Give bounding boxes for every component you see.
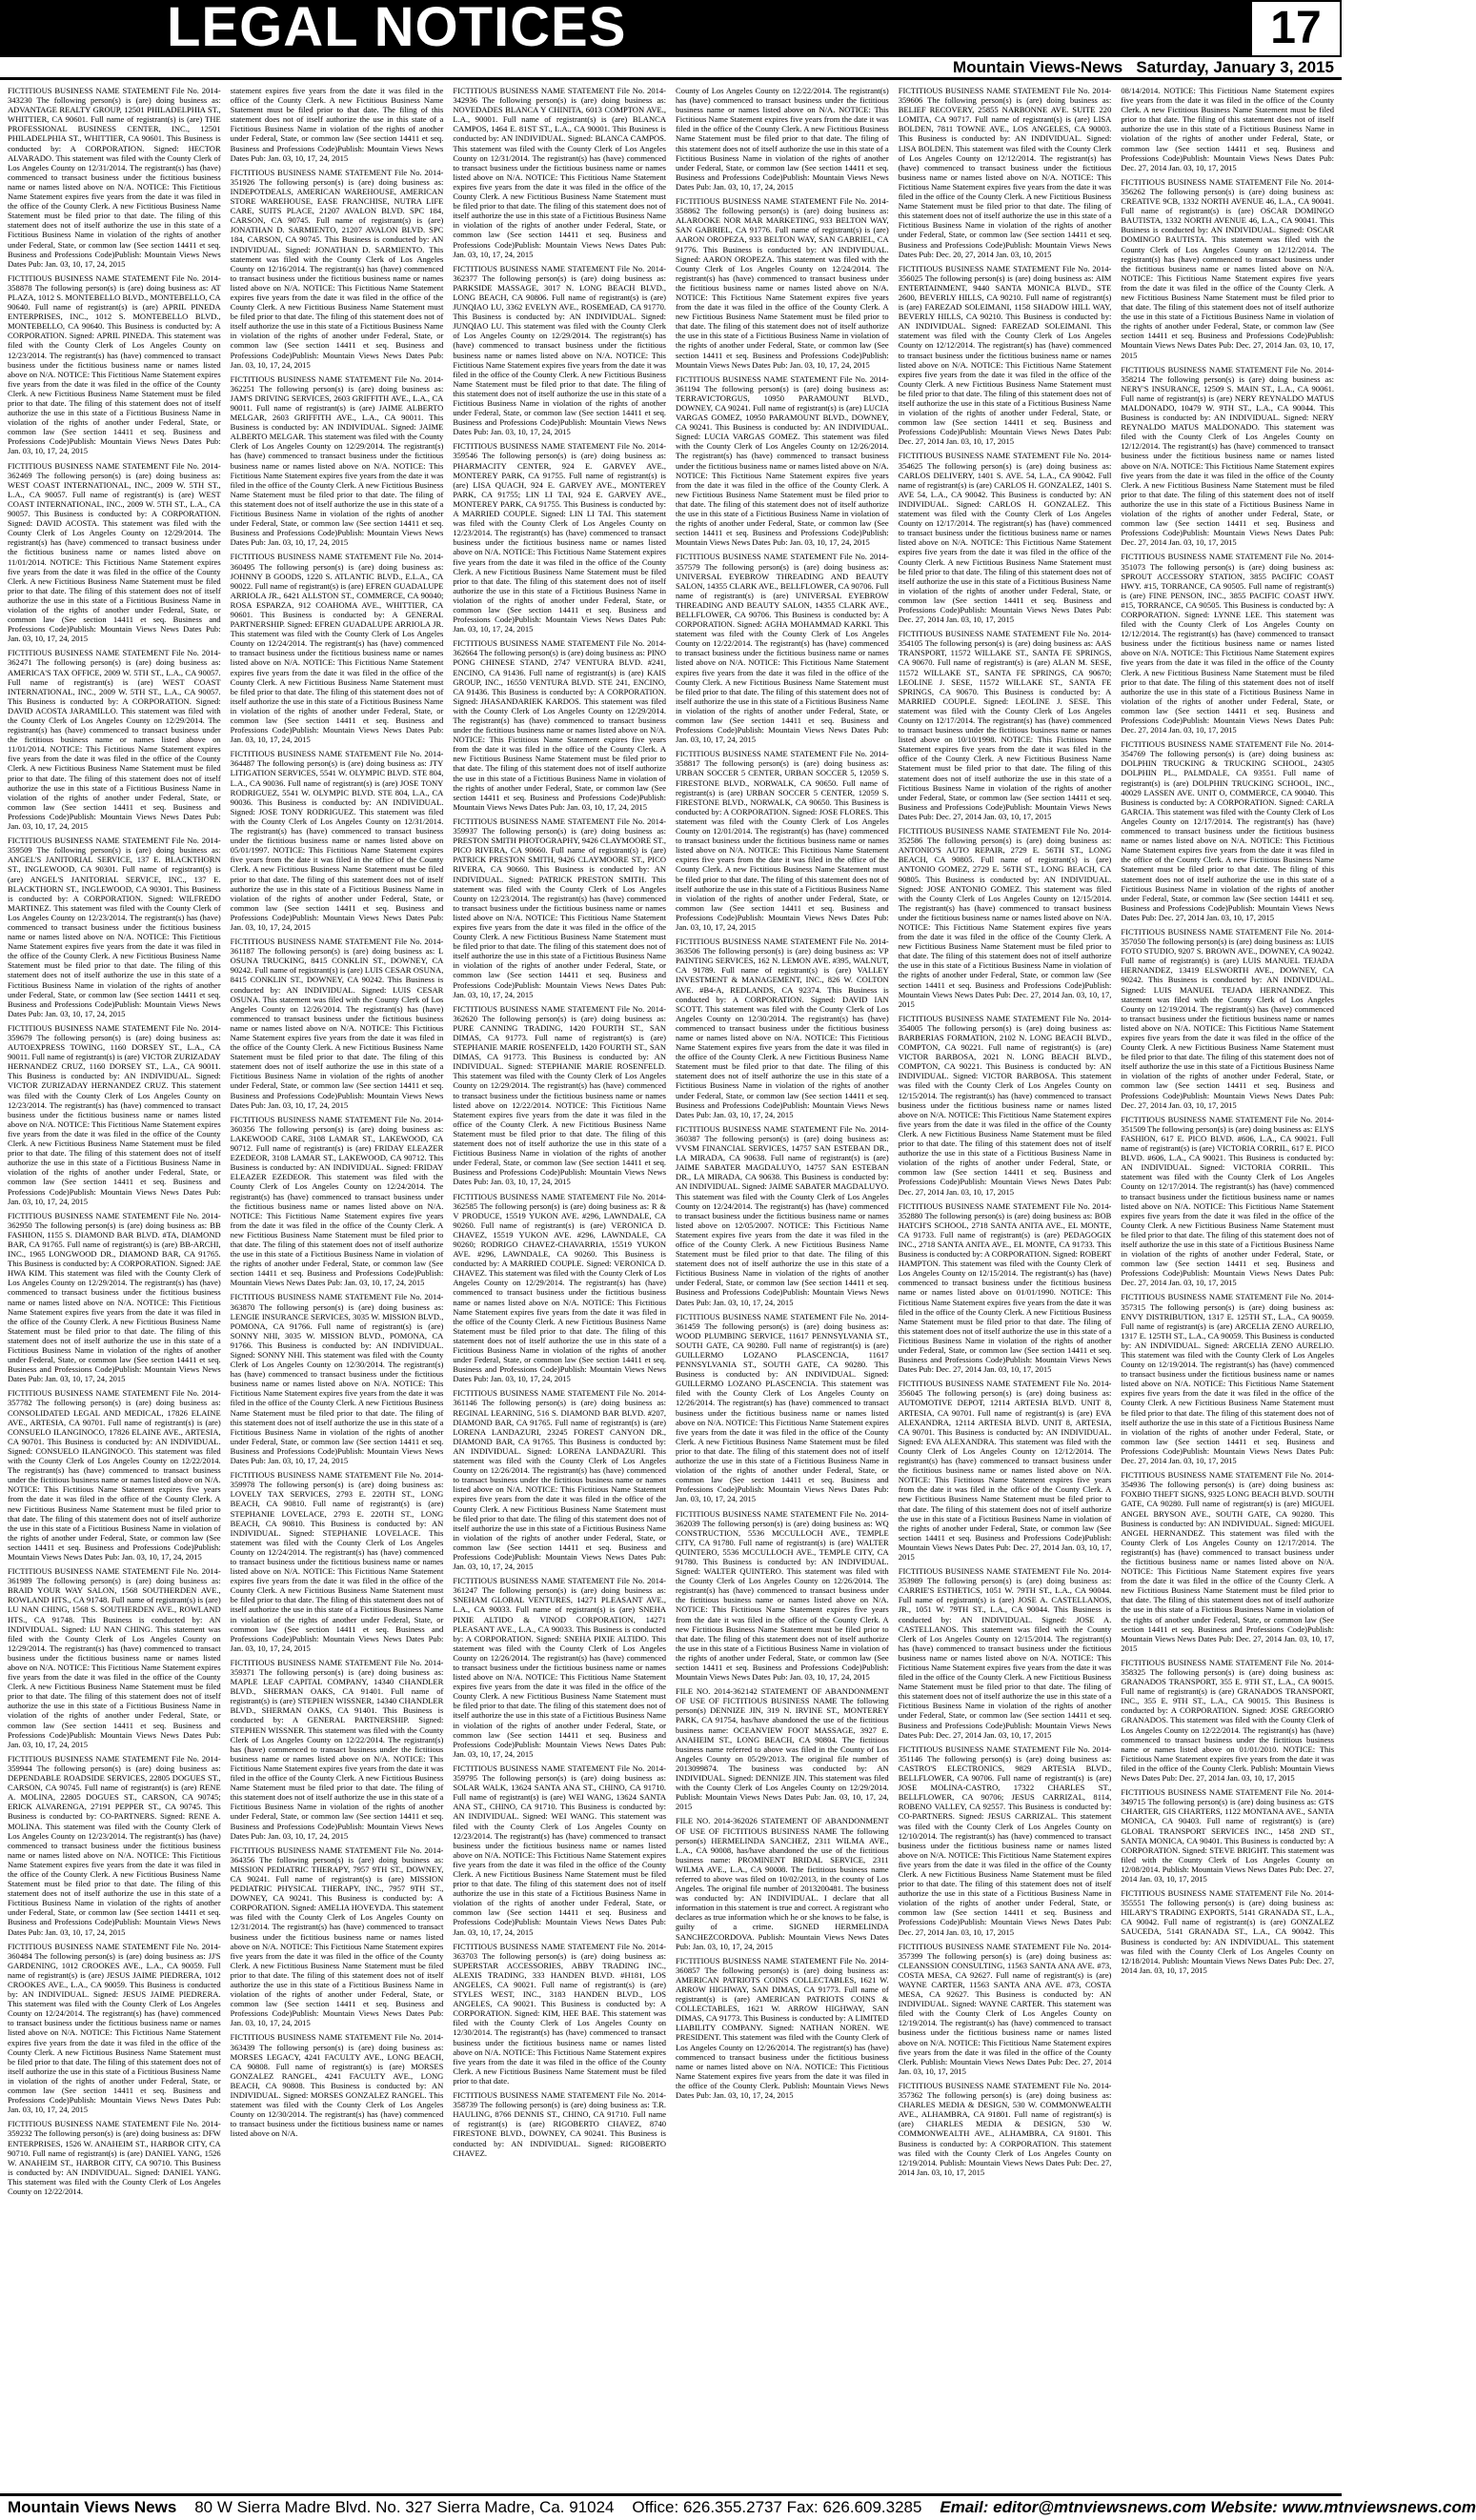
legal-notice: FICTITIOUS BUSINESS NAME STATEMENT File No. 2014-359232 The following person(s) is (are) doing business as: DFW ENTERPRISES, 1526 W. ANAHEIM ST., HARBOR CITY, CA 90710. Full name of registrant(s) is (are) DANIEL YANG, 1526 W. ANAHEIM ST., HARBOR CITY, CA 90710. This Business is conducted by: AN INDIVIDUAL. Signed: DANIEL YANG. This statement was filed with the County Clerk of Los Angeles County on 12/22/2014.	[8, 2119, 221, 2196]
page-number: 17	[1250, 0, 1342, 57]
legal-notice: FICTITIOUS BUSINESS NAME STATEMENT File No. 2014-362471 The following person(s) is (are) doing business as: AMERICA'S TAX OFFICE, 2009 W. 5TH ST., L.A., CA 90057. Full name of registrant(s) is (are) WEST COAST INTERNATIONAL, INC., 2009 W. 5TH ST., L.A., CA 90057. This Business is conducted by: A CORPORATION. Signed: DAVID ACOSTA JARAMILLO. This statement was filed with the County Clerk of Los Angeles County on 12/29/2014. The registrant(s) has (have) commenced to transact business under the fictitious business name or names listed above on 11/01/2014. NOTICE: This Fictitious Name Statement expires five years from the date it was filed in the office of the County Clerk. A new Fictitious Business Name Statement must be filed prior to that date. The filing of this statement does not of itself authorize the use in this state of a Fictitious Business Name in violation of the rights of another under Federal, State, or common law (See section 14411 et seq. Business and Professions Code)Publish: Mountain Views News Dates Pub: Jan. 03, 10, 17, 24, 2015	[8, 648, 221, 832]
legal-notice: FICTITIOUS BUSINESS NAME STATEMENT File No. 2014-358817 The following person(s) is (are) doing business as: URBAN SOCCER 5 CENTER, URBAN SOCCER 5, 12059 S. FIRESTONE BLVD., NORWALK, CA 90650. Full name of registrant(s) is (are) URBAN SOCCER 5 CENTER, 12059 S. FIRESTONE BLVD., NORWALK, CA 90650. This Business is conducted by: A CORPORATION. Signed: JOSE FLORES. This statement was filed with the County Clerk of Los Angeles County on 12/01/2014. The registrant(s) has (have) commenced to transact business under the fictitious business name or names listed above on N/A. NOTICE: This Fictitious Name Statement expires five years from the date it was filed in the office of the County Clerk. A new Fictitious Business Name Statement must be filed prior to that date. The filing of this statement does not of itself authorize the use in this state of a Fictitious Business Name in violation of the rights of another under Federal, State, or common law (See section 14411 et seq. Business and Professions Code)Publish: Mountain Views News Dates Pub: Jan. 03, 10, 17, 24, 2015	[676, 749, 889, 932]
publication-dateline	[0, 57, 1342, 80]
legal-notice: FICTITIOUS BUSINESS NAME STATEMENT File No. 2014-360484 The following person(s) is (are) doing business as: JJ'S GARDENING, 1012 CROOKES AVE., L.A., CA 90059. Full name of registrant(s) is (are) JESUS JAIME PIEDRERA, 1012 CROOKES AVE., L.A., CA 90059. This Business is conducted by: AN INDIVIDUAL. Signed: JESUS JAIME PIEDRERA. This statement was filed with the County Clerk of Los Angeles County on 12/24/2014. The registrant(s) has (have) commenced to transact business under the fictitious business name or names listed above on N/A. NOTICE: This Fictitious Name Statement expires five years from the date it was filed in the office of the County Clerk. A new Fictitious Business Name Statement must be filed prior to that date. The filing of this statement does not of itself authorize the use in this state of a Fictitious Business Name in violation of the rights of another under Federal, State, or common law (See section 14411 et seq. Business and Professions Code)Publish: Mountain Views News Dates Pub: Jan. 03, 10, 17, 24, 2015	[8, 1941, 221, 2115]
legal-notice: FICTITIOUS BUSINESS NAME STATEMENT File No. 2014-357399 The following person(s) is (are) doing business as: CLEANSSION CONSULTING, 11563 SANTA ANA AVE. #73, COSTA MESA, CA 92627. Full name of registrant(s) is (are) WAYNE CARTER, 11563 SANTA ANA AVE. #73, COSTA MESA, CA 92627. This Business is conducted by: AN INDIVIDUAL. Signed: WAYNE CARTER. This statement was filed with the County Clerk of Los Angeles County on 12/19/2014. The registrant(s) has (have) commenced to transact business under the fictitious business name or names listed above on N/A. NOTICE: This Fictitious Name Statement expires five years from the date it was filed in the office of the County Clerk. Publish: Mountain Views News Dates Pub: Dec. 27, 2014 Jan. 03, 10, 17, 2015	[898, 1941, 1112, 2076]
legal-notice: FICTITIOUS BUSINESS NAME STATEMENT File No. 2014-354105 The following person(s) is (are) doing business as: AAS TRANSPORT, 11572 WILLAKE ST., SANTA FE SPRINGS, CA 90670. Full name of registrant(s) is (are) ALAN M. SESE, 11572 WILLAKE ST., SANTA FE SPRINGS, CA 90670; LEOLINE J. SESE, 11572 WILLAKE ST., SANTA FE SPRINGS, CA 90670. This Business is conducted by: A MARRIED COUPLE. Signed: LEOLINE J. SESE. This statement was filed with the County Clerk of Los Angeles County on 12/17/2014. The registrant(s) has (have) commenced to transact business under the fictitious business name or names listed above on 10/10/1998. NOTICE: This Fictitious Name Statement expires five years from the date it was filed in the office of the County Clerk. A new Fictitious Business Name Statement must be filed prior to that date. The filing of this statement does not of itself authorize the use in this state of a Fictitious Business Name in violation of the rights of another under Federal, State, or common law (See section 14411 et seq. Business and Professions Code)Publish: Mountain Views News Dates Pub: Dec. 27, 2014 Jan. 03, 10, 17, 2015	[898, 629, 1112, 821]
legal-notice: FICTITIOUS BUSINESS NAME STATEMENT File No. 2014-361459 The following person(s) is (are) doing business as: WOOD PLUMBING SERVICE, 11617 PENNSYLVANIA ST., SOUTH GATE, CA 90280. Full name of registrant(s) is (are) GUILLERMO LOZANO PLASCENCIA, 11617 PENNSYLVANIA ST., SOUTH GATE, CA 90280. This Business is conducted by: AN INDIVIDUAL. Signed: GUILLERMO LOZANO PLASCENCIA. This statement was filed with the County Clerk of Los Angeles County on 12/26/2014. The registrant(s) has (have) commenced to transact business under the fictitious business name or names listed above on N/A. NOTICE: This Fictitious Name Statement expires five years from the date it was filed in the office of the County Clerk. A new Fictitious Business Name Statement must be filed prior to that date. The filing of this statement does not of itself authorize the use in this state of a Fictitious Business Name in violation of the rights of another under Federal, State, or common law (See section 14411 et seq. Business and Professions Code)Publish: Mountain Views News Dates Pub: Jan. 03, 10, 17, 24, 2015	[676, 1311, 889, 1504]
legal-notice: statement expires five years from the date it was filed in the office of the County Clerk. A new Fictitious Business Name Statement must be filed prior to that date. The filing of this statement does not of itself authorize the use in this state of a Fictitious Business Name in violation of the rights of another under Federal, State, or common law (See section 14411 et seq. Business and Professions Code)Publish: Mountain Views News Dates Pub: Jan. 03, 10, 17, 24, 2015	[230, 86, 444, 163]
legal-notice: FICTITIOUS BUSINESS NAME STATEMENT File No. 2014-358325 The following person(s) is (are) doing business as: GRANADOS TRANSPORT, 355 E. 9TH ST., L.A., CA 90015. Full name of registrant(s) is (are) GRANADOS TRANSPORT, INC., 355 E. 9TH ST., L.A., CA 90015. This Business is conducted by: A CORPORATION. Signed: JOSE GREGORIO GRANADOS. This statement was filed with the County Clerk of Los Angeles County on 12/22/2014. The registrant(s) has (have) commenced to transact business under the fictitious business name or names listed above on 01/01/2010. NOTICE: This Fictitious Name Statement expires five years from the date it was filed in the office of the County Clerk. Publish: Mountain Views News Dates Pub: Dec. 27, 2014 Jan. 03, 10, 17, 2015	[1121, 1657, 1335, 1784]
legal-notice: FICTITIOUS BUSINESS NAME STATEMENT File No. 2014-361194 The following person(s) is (are) doing business as: TERRAVICTORGUS, 10950 PARAMOUNT BLVD., DOWNEY, CA 90241. Full name of registrant(s) is (are) LUCIA VARGAS GOMEZ, 10950 PARAMOUNT BLVD., DOWNEY, CA 90241. This Business is conducted by: AN INDIVIDUAL. Signed: LUCIA VARGAS GOMEZ. This statement was filed with the County Clerk of Los Angeles County on 12/26/2014. The registrant(s) has (have) commenced to transact business under the fictitious business name or names listed above on N/A. NOTICE: This Fictitious Name Statement expires five years from the date it was filed in the office of the County Clerk. A new Fictitious Business Name Statement must be filed prior to that date. The filing of this statement does not of itself authorize the use in this state of a Fictitious Business Name in violation of the rights of another under Federal, State, or common law (See section 14411 et seq. Business and Professions Code)Publish: Mountain Views News Dates Pub: Jan. 03, 10, 17, 24, 2015	[676, 373, 889, 548]
legal-notice: County of Los Angeles County on 12/22/2014. The registrant(s) has (have) commenced to transact business under the fictitious business name or names listed above on N/A. NOTICE: This Fictitious Name Statement expires five years from the date it was filed in the office of the County Clerk. A new Fictitious Business Name Statement must be filed prior to that date. The filing of this statement does not of itself authorize the use in this state of a Fictitious Business Name in violation of the rights of another under Federal, State, or common law (See section 14411 et seq. Business and Professions Code)Publish: Mountain Views News Dates Pub: Jan. 03, 10, 17, 24, 2015	[676, 86, 889, 192]
legal-notice: 08/14/2014. NOTICE: This Fictitious Name Statement expires five years from the date it was filed in the office of the County Clerk. A new Fictitious Business Name Statement must be filed prior to that date. The filing of this statement does not of itself authorize the use in this state of a Fictitious Business Name in violation of the rights of another under Federal, State, or common law (See section 14411 et seq. Business and Professions Code)Publish: Mountain Views News Dates Pub: Dec. 27, 2014 Jan. 03, 10, 17, 2015	[1121, 86, 1335, 172]
column-3	[453, 86, 666, 2491]
legal-notice: FICTITIOUS BUSINESS NAME STATEMENT File No. 2014-363439 The following person(s) is (are) doing business as: MORSES LEGACY, 4241 FACULTY AVE., LONG BEACH, CA 90808. Full name of registrant(s) is (are) MORSES GONZALEZ RANGEL, 4241 FACULTY AVE., LONG BEACH, CA 90808. This Business is conducted by: AN INDIVIDUAL. Signed: MORSES GONZALEZ RANGEL. This statement was filed with the County Clerk of Los Angeles County on 12/30/2014. The registrant(s) has (have) commenced to transact business under the fictitious business name or names listed above on N/A.	[230, 2032, 444, 2139]
legal-notice: FICTITIOUS BUSINESS NAME STATEMENT File No. 2014-362039 The following person(s) is (are) doing business as: WQ CONSTRUCTION, 5536 MCCULLOCH AVE., TEMPLE CITY, CA 91780. Full name of registrant(s) is (are) WALTER QUINTERO, 5536 MCCULLOCH AVE., TEMPLE CITY, CA 91780. This Business is conducted by: AN INDIVIDUAL. Signed: WALTER QUINTERO. This statement was filed with the County Clerk of Los Angeles County on 12/26/2014. The registrant(s) has (have) commenced to transact business under the fictitious business name or names listed above on N/A. NOTICE: This Fictitious Name Statement expires five years from the date it was filed in the office of the County Clerk. A new Fictitious Business Name Statement must be filed prior to that date. The filing of this statement does not of itself authorize the use in this state of a Fictitious Business Name in violation of the rights of another under Federal, State, or common law (See section 14411 et seq. Business and Professions Code)Publish: Mountain Views News Dates Pub: Jan. 03, 10, 17, 24, 2015	[676, 1508, 889, 1683]
legal-notice: FICTITIOUS BUSINESS NAME STATEMENT File No. 2014-362377 The following person(s) is (are) doing business as: PARKSIDE MASSAGE, 3017 N. LONG BEACH BLVD., LONG BEACH, CA 90806. Full name of registrant(s) is (are) JUNQIAO LU, 3362 EVELYN AVE., ROSEMEAD, CA 91770. This Business is conducted by: AN INDIVIDUAL. Signed: JUNQIAO LU. This statement was filed with the County Clerk of Los Angeles County on 12/29/2014. The registrant(s) has (have) commenced to transact business under the fictitious business name or names listed above on N/A. NOTICE: This Fictitious Name Statement expires five years from the date it was filed in the office of the County Clerk. A new Fictitious Business Name Statement must be filed prior to that date. The filing of this statement does not of itself authorize the use in this state of a Fictitious Business Name in violation of the rights of another under Federal, State, or common law (See section 14411 et seq. Business and Professions Code)Publish: Mountain Views News Dates Pub: Jan. 03, 10, 17, 24, 2015	[453, 263, 667, 437]
legal-notice: FILE NO. 2014-362026 STATEMENT OF ABANDONMENT OF USE OF FICTITIOUS BUSINESS NAME The following person(s) HERMELINDA SANCHEZ, 2311 WILMA AVE., L.A., CA 90008, has/have abandoned the use of the fictitious business name: PROMINENT BRIDAL SERVICE, 2311 WILMA AVE., L.A., CA 90008. The fictitious business name referred to above was filed on 10/02/2013, in the county of Los Angeles. The original file number of 2013200481. The business was conducted by: AN INDIVIDUAL. I declare that all information in this statement is true and correct. A registrant who declares as true information which he or she knows to be false, is guilty of a crime. SIGNED HERMELINDA SANCHEZCORDOVA. Publish: Mountain Views News Dates Pub: Jan. 03, 10, 17, 24, 2015	[676, 1816, 889, 1951]
legal-notice: FICTITIOUS BUSINESS NAME STATEMENT File No. 2014-364356 The following person(s) is (are) doing business as: MISSION PEDIATRIC THERAPY, 7957 9TH ST., DOWNEY, CA 90241. Full name of registrant(s) is (are) MISSION PEDIATRIC PHYSICAL THERAPY, INC., 7957 9TH ST., DOWNEY, CA 90241. This Business is conducted by: A CORPORATION. Signed: AMELIA HOVEYDA. This statement was filed with the County Clerk of Los Angeles County on 12/31/2014. The registrant(s) has (have) commenced to transact business under the fictitious business name or names listed above on N/A. NOTICE: This Fictitious Name Statement expires five years from the date it was filed in the office of the County Clerk. A new Fictitious Business Name Statement must be filed prior to that date. The filing of this statement does not of itself authorize the use in this state of a Fictitious Business Name in violation of the rights of another under Federal, State, or common law (See section 14411 et seq. Business and Professions Code)Publish: Mountain Views News Dates Pub: Jan. 03, 10, 17, 24, 2015	[230, 1845, 444, 2028]
legal-notice: FICTITIOUS BUSINESS NAME STATEMENT File No. 2014-359546 The following person(s) is (are) doing business as: PHARMACITY CENTER, 924 E. GARVEY AVE., MONTEREY PARK, CA 91755. Full name of registrant(s) is (are) LISA QUACH, 924 E. GARVEY AVE., MONTEREY PARK, CA 91755; LIN LI TAI, 924 E. GARVEY AVE., MONTEREY PARK, CA 91755. This Business is conducted by: A MARRIED COUPLE. Signed: LIN LI TAI. This statement was filed with the County Clerk of Los Angeles County on 12/23/2014. The registrant(s) has (have) commenced to transact business under the fictitious business name or names listed above on N/A. NOTICE: This Fictitious Name Statement expires five years from the date it was filed in the office of the County Clerk. A new Fictitious Business Name Statement must be filed prior to that date. The filing of this statement does not of itself authorize the use in this state of a Fictitious Business Name in violation of the rights of another under Federal, State, or common law (See section 14411 et seq. Business and Professions Code)Publish: Mountain Views News Dates Pub: Jan. 03, 10, 17, 24, 2015	[453, 441, 667, 635]
legal-notice: FICTITIOUS BUSINESS NAME STATEMENT File No. 2014-361247 The following person(s) is (are) doing business as: SNEHAM GLOBAL VENTURES, 14271 PLEASANT AVE., L.A., CA 90033. Full name of registrant(s) is (are) SNEHA PIXIE ALTIDO & VINOD CORPORATION, 14271 PLEASANT AVE., L.A., CA 90033. This Business is conducted by: A CORPORATION. Signed: SNEHA PIXIE ALTIDO. This statement was filed with the County Clerk of Los Angeles County on 12/26/2014. The registrant(s) has (have) commenced to transact business under the fictitious business name or names listed above on N/A. NOTICE: This Fictitious Name Statement expires five years from the date it was filed in the office of the County Clerk. A new Fictitious Business Name Statement must be filed prior to that date. The filing of this statement does not of itself authorize the use in this state of a Fictitious Business Name in violation of the rights of another under Federal, State, or common law (See section 14411 et seq. Business and Professions Code)Publish: Mountain Views News Dates Pub: Jan. 03, 10, 17, 24, 2015	[453, 1576, 667, 1759]
legal-notice: FICTITIOUS BUSINESS NAME STATEMENT File No. 2014-359371 The following person(s) is (are) doing business as: MAPLE LEAF CAPITAL COMPANY, 14340 CHANDLER BLVD., SHERMAN OAKS, CA 91401. Full name of registrant(s) is (are) STEPHEN WISSNER, 14340 CHANDLER BLVD., SHERMAN OAKS, CA 91401. This Business is conducted by: A GENERAL PARTNERSHIP. Signed: STEPHEN WISSNER. This statement was filed with the County Clerk of Los Angeles County on 12/22/2014. The registrant(s) has (have) commenced to transact business under the fictitious business name or names listed above on N/A. NOTICE: This Fictitious Name Statement expires five years from the date it was filed in the office of the County Clerk. A new Fictitious Business Name Statement must be filed prior to that date. The filing of this statement does not of itself authorize the use in this state of a Fictitious Business Name in violation of the rights of another under Federal, State, or common law (See section 14411 et seq. Business and Professions Code)Publish: Mountain Views News Dates Pub: Jan. 03, 10, 17, 24, 2015	[230, 1657, 444, 1841]
legal-notice: FICTITIOUS BUSINESS NAME STATEMENT File No. 2014-356262 The following person(s) is (are) doing business as: CREATIVE 9CB, 1332 NORTH AVENUE 46, L.A., CA 90041. Full name of registrant(s) is (are) OSCAR DOMINGO BAUTISTA, 1332 NORTH AVENUE 46, L.A., CA 90041. This Business is conducted by: AN INDIVIDUAL. Signed: OSCAR DOMINGO BAUTISTA. This statement was filed with the County Clerk of Los Angeles County on 12/12/2014. The registrant(s) has (have) commenced to transact business under the fictitious business name or names listed above on N/A. NOTICE: This Fictitious Name Statement expires five years from the date it was filed in the office of the County Clerk. A new Fictitious Business Name Statement must be filed prior to that date. The filing of this statement does not of itself authorize the use in this state of a Fictitious Business Name in violation of the rights of another under Federal, State, or common law (See section 14411 et seq. Business and Professions Code)Publish: Mountain Views News Dates Pub: Dec. 27, 2014 Jan. 03, 10, 17, 2015	[1121, 176, 1335, 360]
legal-notice: FICTITIOUS BUSINESS NAME STATEMENT File No. 2014-342936 The following person(s) is (are) doing business as: NOVEDADES BLANCA Y CHINITA, 6013 COMPTON AVE., L.A., 90001. Full name of registrant(s) is (are) BLANCA CAMPOS, 1464 E. 81ST ST., L.A., CA 90001. This Business is conducted by: AN INDIVIDUAL. Signed: BLANCA CAMPOS. This statement was filed with the County Clerk of Los Angeles County on 12/31/2014. The registrant(s) has (have) commenced to transact business under the fictitious business name or names listed above on N/A. NOTICE: This Fictitious Name Statement expires five years from the date it was filed in the office of the County Clerk. A new Fictitious Business Name Statement must be filed prior to that date. The filing of this statement does not of itself authorize the use in this state of a Fictitious Business Name in violation of the rights of another under Federal, State, or common law (See section 14411 et seq. Business and Professions Code)Publish: Mountain Views News Dates Pub: Jan. 03, 10, 17, 24, 2015	[453, 86, 667, 259]
legal-notice: FICTITIOUS BUSINESS NAME STATEMENT File No. 2014-361187 The following person(s) is (are) doing business as: L OSUNA TRUCKING, 8415 CONKLIN ST., DOWNEY, CA 90242. Full name of registrant(s) is (are) LUIS CESAR OSUNA, 8415 CONKLIN ST., DOWNEY, CA 90242. This Business is conducted by: AN INDIVIDUAL. Signed: LUIS CESAR OSUNA. This statement was filed with the County Clerk of Los Angeles County on 12/26/2014. The registrant(s) has (have) commenced to transact business under the fictitious business name or names listed above on N/A. NOTICE: This Fictitious Name Statement expires five years from the date it was filed in the office of the County Clerk. A new Fictitious Business Name Statement must be filed prior to that date. The filing of this statement does not of itself authorize the use in this state of a Fictitious Business Name in violation of the rights of another under Federal, State, or common law (See section 14411 et seq. Business and Professions Code)Publish: Mountain Views News Dates Pub: Jan. 03, 10, 17, 24, 2015	[230, 937, 444, 1110]
legal-notice: FICTITIOUS BUSINESS NAME STATEMENT File No. 2014-360857 The following person(s) is (are) doing business as: AMERICAN PATRIOTS COINS COLLECTABLES, 1621 W. ARROW HIGHWAY, SAN DIMAS, CA 91773. Full name of registrant(s) is (are) AMERICAN PATRIOTS COINS & COLLECTABLES, 1621 W. ARROW HIGHWAY, SAN DIMAS, CA 91773. This Business is conducted by: A LIMITED LIABILITY COMPANY. Signed: NATHAN NOREN. WE PRESIDENT. This statement was filed with the County Clerk of Los Angeles County on 12/26/2014. The registrant(s) has (have) commenced to transact business under the fictitious business name or names listed above on N/A. NOTICE: This Fictitious Name Statement expires five years from the date it was filed in the office of the County Clerk. Publish: Mountain Views News Dates Pub: Jan. 03, 10, 17, 24, 2015	[676, 1955, 889, 2101]
footer	[0, 2493, 1476, 2520]
legal-notice: FICTITIOUS BUSINESS NAME STATEMENT File No. 2014-359509 The following person(s) is (are) doing business as: ANGEL'S JANITORIAL SERVICE, 137 E. BLACKTHORN ST., INGLEWOOD, CA 90301. Full name of registrant(s) is (are) ANGEL'S JANITORIAL SERVICE, INC., 137 E. BLACKTHORN ST., INGLEWOOD, CA 90301. This Business is conducted by: A CORPORATION. Signed: WILFREDO MARTINEZ. This statement was filed with the County Clerk of Los Angeles County on 12/23/2014. The registrant(s) has (have) commenced to transact business under the fictitious business name or names listed above on N/A. NOTICE: This Fictitious Name Statement expires five years from the date it was filed in the office of the County Clerk. A new Fictitious Business Name Statement must be filed prior to that date. The filing of this statement does not of itself authorize the use in this state of a Fictitious Business Name in violation of the rights of another under Federal, State, or common law (See section 14411 et seq. Business and Professions Code)Publish: Mountain Views News Dates Pub: Jan. 03, 10, 17, 24, 2015	[8, 836, 221, 1018]
footer-paper-name: Mountain Views News	[8, 2498, 177, 2516]
column-2	[231, 86, 444, 2491]
legal-notice: FICTITIOUS BUSINESS NAME STATEMENT File No. 2014-359978 The following person(s) is (are) doing business as: LOVELY TAX SERVICES, 2793 E. 220TH ST., LONG BEACH, CA 90810. Full name of registrant(s) is (are) STEPHANIE LOVELACE, 2793 E. 220TH ST., LONG BEACH, CA 90810. This Business is conducted by: AN INDIVIDUAL. Signed: STEPHANIE LOVELACE. This statement was filed with the County Clerk of Los Angeles County on 12/24/2014. The registrant(s) has (have) commenced to transact business under the fictitious business name or names listed above on N/A. NOTICE: This Fictitious Name Statement expires five years from the date it was filed in the office of the County Clerk. A new Fictitious Business Name Statement must be filed prior to that date. The filing of this statement does not of itself authorize the use in this state of a Fictitious Business Name in violation of the rights of another under Federal, State, or common law (See section 14411 et seq. Business and Professions Code)Publish: Mountain Views News Dates Pub: Jan. 03, 10, 17, 24, 2015	[230, 1470, 444, 1653]
legal-notice: FICTITIOUS BUSINESS NAME STATEMENT File No. 2014-351146 The following person(s) is (are) doing business as: CASTRO'S ELECTRONICS, 9829 ARTESIA BLVD., BELLFLOWER, CA 90706. Full name of registrant(s) is (are) JOSE MOLINA-CASTRO, 17322 CHARLES ST., BELLFLOWER, CA 90706; JESUS CARRIZAL, 8114, ROBENO VALLEY, CA 92557. This Business is conducted by: CO-PARTNERS. Signed: JESUS CARRIZAL. This statement was filed with the County Clerk of Los Angeles County on 12/10/2014. The registrant(s) has (have) commenced to transact business under the fictitious business name or names listed above on N/A. NOTICE: This Fictitious Name Statement expires five years from the date it was filed in the office of the County Clerk. A new Fictitious Business Name Statement must be filed prior to that date. The filing of this statement does not of itself authorize the use in this state of a Fictitious Business Name in violation of the rights of another under Federal, State, or common law (See section 14411 et seq. Business and Professions Code)Publish: Mountain Views News Dates Pub: Dec. 27, 2014 Jan. 03, 10, 17, 2015	[898, 1744, 1112, 1937]
legal-notice: FICTITIOUS BUSINESS NAME STATEMENT File No. 2014-354005 The following person(s) is (are) doing business as: BARBERIAS FORMATION, 2102 N. LONG BEACH BLVD., COMPTON, CA 90221. Full name of registrant(s) is (are) VICTOR BARBOSA, 2021 N. LONG BEACH BLVD., COMPTON, CA 90221. This Business is conducted by: AN INDIVIDUAL. Signed: VICTOR BARBOSA. This statement was filed with the County Clerk of Los Angeles County on 12/15/2014. The registrant(s) has (have) commenced to transact business under the fictitious business name or names listed above on N/A. NOTICE: This Fictitious Name Statement expires five years from the date it was filed in the office of the County Clerk. A new Fictitious Business Name Statement must be filed prior to that date. The filing of this statement does not of itself authorize the use in this state of a Fictitious Business Name in violation of the rights of another under Federal, State, or common law (See section 14411 et seq. Business and Professions Code)Publish: Mountain Views News Dates Pub: Dec. 27, 2014 Jan. 03, 10, 17, 2015	[898, 1013, 1112, 1197]
legal-notice: FICTITIOUS BUSINESS NAME STATEMENT File No. 2014-358862 The following person(s) is (are) doing business as: ALAROOKE NOR MAR MARKETING, 933 BELTON WAY, SAN GABRIEL, CA 91776. Full name of registrant(s) is (are) AARON OROPEZA, 933 BELTON WAY, SAN GABRIEL, CA 91776. This Business is conducted by: AN INDIVIDUAL. Signed: AARON OROPEZA. This statement was filed with the County Clerk of Los Angeles County on 12/24/2014. The registrant(s) has (have) commenced to transact business under the fictitious business name or names listed above on N/A. NOTICE: This Fictitious Name Statement expires five years from the date it was filed in the office of the County Clerk. A new Fictitious Business Name Statement must be filed prior to that date. The filing of this statement does not of itself authorize the use in this state of a Fictitious Business Name in violation of the rights of another under Federal, State, or common law (See section 14411 et seq. Business and Professions Code)Publish: Mountain Views News Dates Pub: Jan. 03, 10, 17, 24, 2015	[676, 196, 889, 370]
legal-notice: FICTITIOUS BUSINESS NAME STATEMENT File No. 2014-357579 The following person(s) is (are) doing business as: UNIVERSAL EYEBROW THREADING AND BEAUTY SALON, 14355 CLARK AVE., BELLFLOWER, CA 90706. Full name of registrant(s) is (are) UNIVERSAL EYEBROW THREADING AND BEAUTY SALON, 14355 CLARK AVE., BELLFLOWER, CA 90706. This Business is conducted by: A CORPORATION. Signed: AGHA MOHAMMAD KARKI. This statement was filed with the County Clerk of Los Angeles County on 12/22/2014. The registrant(s) has (have) commenced to transact business under the fictitious business name or names listed above on N/A. NOTICE: This Fictitious Name Statement expires five years from the date it was filed in the office of the County Clerk. A new Fictitious Business Name Statement must be filed prior to that date. The filing of this statement does not of itself authorize the use in this state of a Fictitious Business Name in violation of the rights of another under Federal, State, or common law (See section 14411 et seq. Business and Professions Code)Publish: Mountain Views News Dates Pub: Jan. 03, 10, 17, 24, 2015	[676, 552, 889, 745]
legal-notice: FICTITIOUS BUSINESS NAME STATEMENT File No. 2014-362585 The following person(s) is (are) doing business as: R & V PRODUCE, 15519 YUKON AVE. #296, LAWNDALE, CA 90260. Full name of registrant(s) is (are) VERONICA D. CHAVEZ, 15519 YUKON AVE. #296, LAWNDALE, CA 90260; RODRIGO CHAVEZ-CHAVARRIA, 15519 YUKON AVE. #296, LAWNDALE, CA 90260. This Business is conducted by: A MARRIED COUPLE. Signed: VERONICA D. CHAVEZ. This statement was filed with the County Clerk of Los Angeles County on 12/29/2014. The registrant(s) has (have) commenced to transact business under the fictitious business name or names listed above on N/A. NOTICE: This Fictitious Name Statement expires five years from the date it was filed in the office of the County Clerk. A new Fictitious Business Name Statement must be filed prior to that date. The filing of this statement does not of itself authorize the use in this state of a Fictitious Business Name in violation of the rights of another under Federal, State, or common law (See section 14411 et seq. Business and Professions Code)Publish: Mountain Views News Dates Pub: Jan. 03, 10, 17, 24, 2015	[453, 1191, 667, 1384]
legal-notice: FICTITIOUS BUSINESS NAME STATEMENT File No. 2014-361146 The following person(s) is (are) doing business as: REGINAL LEARNING, 516 S. DIAMOND BAR BLVD. #207, DIAMOND BAR, CA 91765. Full name of registrant(s) is (are) LORENA LANDAZURI, 23245 FOREST CANYON DR., DIAMOND BAR, CA 91765. This Business is conducted by: AN INDIVIDUAL. Signed: LORENA LANDAZURI. This statement was filed with the County Clerk of Los Angeles County on 12/26/2014. The registrant(s) has (have) commenced to transact business under the fictitious business name or names listed above on N/A. NOTICE: This Fictitious Name Statement expires five years from the date it was filed in the office of the County Clerk. A new Fictitious Business Name Statement must be filed prior to that date. The filing of this statement does not of itself authorize the use in this state of a Fictitious Business Name in violation of the rights of another under Federal, State, or common law (See section 14411 et seq. Business and Professions Code)Publish: Mountain Views News Dates Pub: Jan. 03, 10, 17, 24, 2015	[453, 1388, 667, 1572]
legal-notice: FICTITIOUS BUSINESS NAME STATEMENT File No. 2014-358878 The following person(s) is (are) doing business as: AT PLAZA, 1012 S. MONTEBELLO BLVD., MONTEBELLO, CA 90640. Full name of registrant(s) is (are) APRIL PINEDA ENTERPRISES, INC., 1012 S. MONTEBELLO BLVD., MONTEBELLO, CA 90640. This Business is conducted by: A CORPORATION. Signed: APRIL PINEDA. This statement was filed with the County Clerk of Los Angeles County on 12/23/2014. The registrant(s) has (have) commenced to transact business under the fictitious business name or names listed above on N/A. NOTICE: This Fictitious Name Statement expires five years from the date it was filed in the office of the County Clerk. A new Fictitious Business Name Statement must be filed prior to that date. The filing of this statement does not of itself authorize the use in this state of a Fictitious Business Name in violation of the rights of another under Federal, State, or common law (See section 14411 et seq. Business and Professions Code)Publish: Mountain Views News Dates Pub: Jan. 03, 10, 17, 24, 2015	[8, 272, 221, 456]
legal-notice: FICTITIOUS BUSINESS NAME STATEMENT File No. 2014-362664 The following person(s) is (are) doing business as: PINO PONG CHINESE STAND, 2747 VENTURA BLVD. #241, ENCINO, CA 91436. Full name of registrant(s) is (are) KAIS GROUP, INC., 16550 VENTURA BLVD. STE 241, ENCINO, CA 91436. This Business is conducted by: A CORPORATION. Signed: JHASANDARIEK KARDOS. This statement was filed with the County Clerk of Los Angeles County on 12/29/2014. The registrant(s) has (have) commenced to transact business under the fictitious business name or names listed above on N/A. NOTICE: This Fictitious Name Statement expires five years from the date it was filed in the office of the County Clerk. A new Fictitious Business Name Statement must be filed prior to that date. The filing of this statement does not of itself authorize the use in this state of a Fictitious Business Name in violation of the rights of another under Federal, State, or common law (See section 14411 et seq. Business and Professions Code)Publish: Mountain Views News Dates Pub: Jan. 03, 10, 17, 24, 2015	[453, 638, 667, 812]
notice-columns	[8, 86, 1334, 2491]
legal-notice: FICTITIOUS BUSINESS NAME STATEMENT File No. 2014-356045 The following person(s) is (are) doing business as: AUTOMOTIVE DEPOT, 12114 ARTESIA BLVD. UNIT 8, ARTESIA, CA 90701. Full name of registrant(s) is (are) EVA ALEXANDRA, 12114 ARTESIA BLVD. UNIT 8, ARTESIA, CA 90701. This Business is conducted by: AN INDIVIDUAL. Signed: EVA ALEXANDRA. This statement was filed with the County Clerk of Los Angeles County on 12/12/2014. The registrant(s) has (have) commenced to transact business under the fictitious business name or names listed above on N/A. NOTICE: This Fictitious Name Statement expires five years from the date it was filed in the office of the County Clerk. A new Fictitious Business Name Statement must be filed prior to that date. The filing of this statement does not of itself authorize the use in this state of a Fictitious Business Name in violation of the rights of another under Federal, State, or common law (See section 14411 et seq. Business and Professions Code)Publish: Mountain Views News Dates Pub: Dec. 27, 2014 Jan. 03, 10, 17, 2015	[898, 1379, 1112, 1562]
legal-notice: FICTITIOUS BUSINESS NAME STATEMENT File No. 2014-360387 The following person(s) is (are) doing business as: VVSM FINANCIAL SERVICES, 14757 SAN ESTEBAN DR., LA MIRADA, CA 90638. Full name of registrant(s) is (are) JAIME SABATER MAGDALUYO, 14757 SAN ESTEBAN DR., LA MIRADA, CA 90638. This Business is conducted by: AN INDIVIDUAL. Signed: JAIME SABATER MAGDALUYO. This statement was filed with the County Clerk of Los Angeles County on 12/24/2014. The registrant(s) has (have) commenced to transact business under the fictitious business name or names listed above on 12/05/2007. NOTICE: This Fictitious Name Statement expires five years from the date it was filed in the office of the County Clerk. A new Fictitious Business Name Statement must be filed prior to that date. The filing of this statement does not of itself authorize the use in this state of a Fictitious Business Name in violation of the rights of another under Federal, State, or common law (See section 14411 et seq. Business and Professions Code)Publish: Mountain Views News Dates Pub: Jan. 03, 10, 17, 24, 2015	[676, 1123, 889, 1307]
legal-notice: FICTITIOUS BUSINESS NAME STATEMENT File No. 2014-362251 The following person(s) is (are) doing business as: JAM'S DRIVING SERVICES, 2603 GRIFFITH AVE., L.A., CA 90011. Full name of registrant(s) is (are) JAIME ALBERTO MELGAR, 2603 GRIFFITH AVE., L.A., CA 90011. This Business is conducted by: AN INDIVIDUAL. Signed: JAIME ALBERTO MELGAR. This statement was filed with the County Clerk of Los Angeles County on 12/29/2014. The registrant(s) has (have) commenced to transact business under the fictitious business name or names listed above on N/A. NOTICE: This Fictitious Name Statement expires five years from the date it was filed in the office of the County Clerk. A new Fictitious Business Name Statement must be filed prior to that date. The filing of this statement does not of itself authorize the use in this state of a Fictitious Business Name in violation of the rights of another under Federal, State, or common law (See section 14411 et seq. Business and Professions Code)Publish: Mountain Views News Dates Pub: Jan. 03, 10, 17, 24, 2015	[230, 373, 444, 548]
legal-notice: FICTITIOUS BUSINESS NAME STATEMENT File No. 2014-351509 The following person(s) is (are) doing business as: ELYS FASHION, 617 E. PICO BLVD. #606, L.A., CA 90021. Full name of registrant(s) is (are) VICTORIA CORRIL, 617 E. PICO BLVD. #606, L.A., CA 90021. This Business is conducted by: AN INDIVIDUAL. Signed: VICTORIA CORRIL. This statement was filed with the County Clerk of Los Angeles County on 12/17/2014. The registrant(s) has (have) commenced to transact business under the fictitious business name or names listed above on N/A. NOTICE: This Fictitious Name Statement expires five years from the date it was filed in the office of the County Clerk. A new Fictitious Business Name Statement must be filed prior to that date. The filing of this statement does not of itself authorize the use in this state of a Fictitious Business Name in violation of the rights of another under Federal, State, or common law (See section 14411 et seq. Business and Professions Code)Publish: Mountain Views News Dates Pub: Dec. 27, 2014 Jan. 03, 10, 17, 2015	[1121, 1114, 1335, 1288]
legal-notice: FICTITIOUS BUSINESS NAME STATEMENT File No. 2014-352880 The following person(s) is (are) doing business as: BOB HATCH'S SCHOOL, 2718 SANTA ANITA AVE., EL MONTE, CA 91733. Full name of registrant(s) is (are) PEDAGOGIX INC., 2718 SANTA ANITA AVE., EL MONTE, CA 91733. This Business is conducted by: A CORPORATION. Signed: ROBERT HAMPTON. This statement was filed with the County Clerk of Los Angeles County on 12/15/2014. The registrant(s) has (have) commenced to transact business under the fictitious business name or names listed above on 01/01/1990. NOTICE: This Fictitious Name Statement expires five years from the date it was filed in the office of the County Clerk. A new Fictitious Business Name Statement must be filed prior to that date. The filing of this statement does not of itself authorize the use in this state of a Fictitious Business Name in violation of the rights of another under Federal, State, or common law (See section 14411 et seq. Business and Professions Code)Publish: Mountain Views News Dates Pub: Dec. 27, 2014 Jan. 03, 10, 17, 2015	[898, 1200, 1112, 1375]
legal-notice: FICTITIOUS BUSINESS NAME STATEMENT File No. 2014-360356 The following person(s) is (are) doing business as: LAKEWOOD CARE, 3108 LAMAR ST., LAKEWOOD, CA 90712. Full name of registrant(s) is (are) FRIDAY ELEAZER EZEDEOR, 3108 LAMAR ST., LAKEWOOD, CA 90712. This Business is conducted by: AN INDIVIDUAL. Signed: FRIDAY ELEAZER EZEDEOR. This statement was filed with the County Clerk of Los Angeles County on 12/24/2014. The registrant(s) has (have) commenced to transact business under the fictitious business name or names listed above on N/A. NOTICE: This Fictitious Name Statement expires five years from the date it was filed in the office of the County Clerk. A new Fictitious Business Name Statement must be filed prior to that date. The filing of this statement does not of itself authorize the use in this state of a Fictitious Business Name in violation of the rights of another under Federal, State, or common law (See section 14411 et seq. Business and Professions Code)Publish: Mountain Views News Dates Pub: Jan. 03, 10, 17, 24, 2015	[230, 1114, 444, 1288]
legal-notice: FICTITIOUS BUSINESS NAME STATEMENT File No. 2014-351073 The following person(s) is (are) doing business as: SPROUT ACCESSORY STATION, 3855 PACIFIC COAST HWY. #15, TORRANCE, CA 90505. Full name of registrant(s) is (are) FINE PENSON, INC., 3855 PACIFIC COAST HWY. #15, TORRANCE, CA 90505. This Business is conducted by: A CORPORATION. Signed: LYNNE LEE. This statement was filed with the County Clerk of Los Angeles County on 12/12/2014. The registrant(s) has (have) commenced to transact business under the fictitious business name or names listed above on N/A. NOTICE: This Fictitious Name Statement expires five years from the date it was filed in the office of the County Clerk. A new Fictitious Business Name Statement must be filed prior to that date. The filing of this statement does not of itself authorize the use in this state of a Fictitious Business Name in violation of the rights of another under Federal, State, or common law (See section 14411 et seq. Business and Professions Code)Publish: Mountain Views News Dates Pub: Dec. 27, 2014 Jan. 03, 10, 17, 2015	[1121, 552, 1335, 736]
legal-notice: FICTITIOUS BUSINESS NAME STATEMENT File No. 2014-360495 The following person(s) is (are) doing business as: JOHNNY B GOODS, 1220 S. ATLANTIC BLVD., E.L.A., CA 90022. Full name of registrant(s) is (are) EFREN GUADALUPE ARRIOLA JR., 6421 ALLSTON ST., COMMERCE, CA 90040; ROSA ESPARZA, 912 COAHOMA AVE., WHITTIER, CA 90601. This Business is conducted by: A GENERAL PARTNERSHIP. Signed: EFREN GUADALUPE ARRIOLA JR. This statement was filed with the County Clerk of Los Angeles County on 12/24/2014. The registrant(s) has (have) commenced to transact business under the fictitious business name or names listed above on N/A. NOTICE: This Fictitious Name Statement expires five years from the date it was filed in the office of the County Clerk. A new Fictitious Business Name Statement must be filed prior to that date. The filing of this statement does not of itself authorize the use in this state of a Fictitious Business Name in violation of the rights of another under Federal, State, or common law (See section 14411 et seq. Business and Professions Code)Publish: Mountain Views News Dates Pub: Jan. 03, 10, 17, 24, 2015	[230, 552, 444, 745]
legal-notice: FICTITIOUS BUSINESS NAME STATEMENT File No. 2014-353989 The following person(s) is (are) doing business as: CARRIE'S ESTHETICS, 1051 W. 79TH ST., L.A., CA 90044. Full name of registrant(s) is (are) JOSE A. CASTELLANOS, JR., 1051 W. 79TH ST., L.A., CA 90044. This Business is conducted by: AN INDIVIDUAL. Signed: JOSE A. CASTELLANOS. This statement was filed with the County Clerk of Los Angeles County on 12/15/2014. The registrant(s) has (have) commenced to transact business under the fictitious business name or names listed above on N/A. NOTICE: This Fictitious Name Statement expires five years from the date it was filed in the office of the County Clerk. A new Fictitious Business Name Statement must be filed prior to that date. The filing of this statement does not of itself authorize the use in this state of a Fictitious Business Name in violation of the rights of another under Federal, State, or common law (See section 14411 et seq. Business and Professions Code)Publish: Mountain Views News Dates Pub: Dec. 27, 2014 Jan. 03, 10, 17, 2015	[898, 1566, 1112, 1740]
legal-notice: FICTITIOUS BUSINESS NAME STATEMENT File No. 2014-358739 The following person(s) is (are) doing business as: T.R. HAULING, 8766 DENNIS ST., CHINO, CA 91710. Full name of registrant(s) is (are) RIGOBERTO CHAVEZ, 8740 FIRESTONE BLVD., DOWNEY, CA 90241. This Business is conducted by: AN INDIVIDUAL. Signed: RIGOBERTO CHAVEZ.	[453, 2090, 667, 2158]
legal-notice: FICTITIOUS BUSINESS NAME STATEMENT File No. 2014-358214 The following person(s) is (are) doing business as: NERY'S INSURANCE, 12509 S. MAIN ST., L.A., CA 90061. Full name of registrant(s) is (are) NERY REYNALDO MATUS MALDONADO, 10479 W. 9TH ST., L.A., CA 90044. This Business is conducted by: AN INDIVIDUAL. Signed: NERY REYNALDO MATUS MALDONADO. This statement was filed with the County Clerk of Los Angeles County on 12/12/2014. The registrant(s) has (have) commenced to transact business under the fictitious business name or names listed above on N/A. NOTICE: This Fictitious Name Statement expires five years from the date it was filed in the office of the County Clerk. A new Fictitious Business Name Statement must be filed prior to that date. The filing of this statement does not of itself authorize the use in this state of a Fictitious Business Name in violation of the rights of another under Federal, State, or common law (See section 14411 et seq. Business and Professions Code)Publish: Mountain Views News Dates Pub: Dec. 27, 2014 Jan. 03, 10, 17, 2015	[1121, 364, 1335, 548]
column-4	[676, 86, 889, 2491]
legal-notice: FICTITIOUS BUSINESS NAME STATEMENT File No. 2014-359795 The following person(s) is (are) doing business as: SOLAR WALK, 13624 SANTA ANA ST., CHINO, CA 91710. Full name of registrant(s) is (are) WEI WANG, 13624 SANTA ANA ST., CHINO, CA 91710. This Business is conducted by: AN INDIVIDUAL. Signed: WEI WANG. This statement was filed with the County Clerk of Los Angeles County on 12/23/2014. The registrant(s) has (have) commenced to transact business under the fictitious business name or names listed above on N/A. NOTICE: This Fictitious Name Statement expires five years from the date it was filed in the office of the County Clerk. A new Fictitious Business Name Statement must be filed prior to that date. The filing of this statement does not of itself authorize the use in this state of a Fictitious Business Name in violation of the rights of another under Federal, State, or common law (See section 14411 et seq. Business and Professions Code)Publish: Mountain Views News Dates Pub: Jan. 03, 10, 17, 24, 2015	[453, 1763, 667, 1937]
footer-address: 80 W Sierra Madre Blvd. No. 327 Sierra Madre, Ca. 91024	[194, 2498, 615, 2516]
legal-notice: FICTITIOUS BUSINESS NAME STATEMENT File No. 2014-354936 The following person(s) is (are) doing business as: FOXBIO THEFT SIGNS, 9325 LONG BEACH BLVD. SOUTH GATE, CA 90280. Full name of registrant(s) is (are) MIGUEL ANGEL BRYSON AVE., SOUTH GATE, CA 90280. This Business is conducted by: AN INDIVIDUAL. Signed: MIGUEL ANGEL HERNANDEZ. This statement was filed with the County Clerk of Los Angeles County on 12/17/2014. The registrant(s) has (have) commenced to transact business under the fictitious business name or names listed above on N/A. NOTICE: This Fictitious Name Statement expires five years from the date it was filed in the office of the County Clerk. A new Fictitious Business Name Statement must be filed prior to that date. The filing of this statement does not of itself authorize the use in this state of a Fictitious Business Name in violation of the rights of another under Federal, State, or common law (See section 14411 et seq. Business and Professions Code)Publish: Mountain Views News Dates Pub: Dec. 27, 2014 Jan. 03, 10, 17, 2015	[1121, 1470, 1335, 1653]
legal-notice: FICTITIOUS BUSINESS NAME STATEMENT File No. 2014-361989 The following person(s) is (are) doing business as: BRAID YOUR WAY SALON, 1568 SOUTHERDEN AVE., ROWLAND HTS., CA 91748. Full name of registrant(s) is (are) LU NAN CHING, 1568 S. SOUTHERDEN AVE., ROWLAND HTS., CA 91748. This Business is conducted by: AN INDIVIDUAL. Signed: LU NAN CHING. This statement was filed with the County Clerk of Los Angeles County on 12/29/2014. The registrant(s) has (have) commenced to transact business under the fictitious business name or names listed above on N/A. NOTICE: This Fictitious Name Statement expires five years from the date it was filed in the office of the County Clerk. A new Fictitious Business Name Statement must be filed prior to that date. The filing of this statement does not of itself authorize the use in this state of a Fictitious Business Name in violation of the rights of another under Federal, State, or common law (See section 14411 et seq. Business and Professions Code)Publish: Mountain Views News Dates Pub: Jan. 03, 10, 17, 24, 2015	[8, 1566, 221, 1749]
legal-notice: FICTITIOUS BUSINESS NAME STATEMENT File No. 2014-357050 The following person(s) is (are) doing business as: LUIS FOTO STUDIO, 9207 S. BROWN AVE., DOWNEY, CA 90242. Full name of registrant(s) is (are) LUIS MANUEL TEJADA HERNANDEZ, 13419 ELSWORTH AVE., DOWNEY, CA 90242. This Business is conducted by: AN INDIVIDUAL. Signed: LUIS MANUEL TEJADA HERNANDEZ. This statement was filed with the County Clerk of Los Angeles County on 12/19/2014. The registrant(s) has (have) commenced to transact business under the fictitious business name or names listed above on N/A. NOTICE: This Fictitious Name Statement expires five years from the date it was filed in the office of the County Clerk. A new Fictitious Business Name Statement must be filed prior to that date. The filing of this statement does not of itself authorize the use in this state of a Fictitious Business Name in violation of the rights of another under Federal, State, or common law (See section 14411 et seq. Business and Professions Code)Publish: Mountain Views News Dates Pub: Dec. 27, 2014 Jan. 03, 10, 17, 2015	[1121, 926, 1335, 1110]
masthead	[0, 0, 1342, 57]
column-5	[899, 86, 1112, 2491]
footer-phones: Office: 626.355.2737 Fax: 626.609.3285	[632, 2498, 922, 2516]
legal-notice: FICTITIOUS BUSINESS NAME STATEMENT File No. 2014-357782 The following person(s) is (are) doing business as: CONSOLIDATED LEGAL AND MEDICAL, 17826 ELAINE AVE., ARTESIA, CA 90701. Full name of registrant(s) is (are) CONSUELO ILANGINOCO, 17826 ELAINE AVE., ARTESIA, CA 90701. This Business is conducted by: AN INDIVIDUAL. Signed: CONSUELO ILANGINOCO. This statement was filed with the County Clerk of Los Angeles County on 12/22/2014. The registrant(s) has (have) commenced to transact business under the fictitious business name or names listed above on N/A. NOTICE: This Fictitious Name Statement expires five years from the date it was filed in the office of the County Clerk. A new Fictitious Business Name Statement must be filed prior to that date. The filing of this statement does not of itself authorize the use in this state of a Fictitious Business Name in violation of the rights of another under Federal, State, or common law (See section 14411 et seq. Business and Professions Code)Publish: Mountain Views News Dates Pub: Jan. 03, 10, 17, 24, 2015	[8, 1388, 221, 1562]
footer-contact: Email: editor@mtnviewsnews.com Website: www.mtnviewsnews.com	[940, 2498, 1476, 2516]
legal-notice: FICTITIOUS BUSINESS NAME STATEMENT File No. 2014-363870 The following person(s) is (are) doing business as: LENGIE INSURANCE SERVICES, 3035 W. MISSION BLVD., POMONA, CA 91766. Full name of registrant(s) is (are) SONNY NHI, 3035 W. MISSION BLVD., POMONA, CA 91766. This Business is conducted by: AN INDIVIDUAL. Signed: SONNY NHI. This statement was filed with the County Clerk of Los Angeles County on 12/30/2014. The registrant(s) has (have) commenced to transact business under the fictitious business name or names listed above on N/A. NOTICE: This Fictitious Name Statement expires five years from the date it was filed in the office of the County Clerk. A new Fictitious Business Name Statement must be filed prior to that date. The filing of this statement does not of itself authorize the use in this state of a Fictitious Business Name in violation of the rights of another under Federal, State, or common law (See section 14411 et seq. Business and Professions Code)Publish: Mountain Views News Dates Pub: Jan. 03, 10, 17, 24, 2015	[230, 1292, 444, 1466]
legal-notice: FICTITIOUS BUSINESS NAME STATEMENT File No. 2014-354769 The following person(s) is (are) doing business as: DOLPHIN TRUCKING & TRUCKING SCHOOL, 24305 DOLPHIN PL., PALMDALE, CA 93551. Full name of registrant(s) is (are) DOLPHIN TRUCKING SCHOOL, INC., 40029 LASSEN AVE. UNIT O, COMMERCE, CA 90040. This Business is conducted by: A CORPORATION. Signed: CARLA GARCIA. This statement was filed with the County Clerk of Los Angeles County on 12/17/2014. The registrant(s) has (have) commenced to transact business under the fictitious business name or names listed above on N/A. NOTICE: This Fictitious Name Statement expires five years from the date it was filed in the office of the County Clerk. A new Fictitious Business Name Statement must be filed prior to that date. The filing of this statement does not of itself authorize the use in this state of a Fictitious Business Name in violation of the rights of another under Federal, State, or common law (See section 14411 et seq. Business and Professions Code)Publish: Mountain Views News Dates Pub: Dec. 27, 2014 Jan. 03, 10, 17, 2015	[1121, 739, 1335, 922]
legal-notice: FICTITIOUS BUSINESS NAME STATEMENT File No. 2014-357362 The following person(s) is (are) doing business as: CHARLES MEDIA & DESIGN, 530 W. COMMONWEALTH AVE., ALHAMBRA, CA 91801. Full name of registrant(s) is (are) CHARLES MEDIA & DESIGN, 530 W. COMMONWEALTH AVE., ALHAMBRA, CA 91801. This Business is conducted by: A CORPORATION. This statement was filed with the County Clerk of Los Angeles County on 12/19/2014. Publish: Mountain Views News Dates Pub: Dec. 27, 2014 Jan. 03, 10, 17, 2015	[898, 2080, 1112, 2177]
legal-notice: FICTITIOUS BUSINESS NAME STATEMENT File No. 2014-349715 The following person(s) is (are) doing business as: GTS CHARTER, GIS CHARTERS, 1122 MONTANA AVE., SANTA MONICA, CA 90403. Full name of registrant(s) is (are) GLOBAL TRANSPORT SERVICES INC., 1458 2ND ST., SANTA MONICA, CA 90401. This Business is conducted by: A CORPORATION. Signed: STEVE BRIGHT. This statement was filed with the County Clerk of Los Angeles County on 12/08/2014. Publish: Mountain Views News Dates Pub: Dec. 27, 2014 Jan. 03, 10, 17, 2015	[1121, 1787, 1335, 1884]
legal-notice: FICTITIOUS BUSINESS NAME STATEMENT File No. 2014-359937 The following person(s) is (are) doing business as: PRESTON SMITH PHOTOGRAPHY, 9426 CLAYMOORE ST., PICO RIVERA, CA 90660. Full name of registrant(s) is (are) PATRICK PRESTON SMITH, 9426 CLAYMOORE ST., PICO RIVERA, CA 90660. This Business is conducted by: AN INDIVIDUAL. Signed: PATRICK PRESTON SMITH. This statement was filed with the County Clerk of Los Angeles County on 12/23/2014. The registrant(s) has (have) commenced to transact business under the fictitious business name or names listed above on N/A. NOTICE: This Fictitious Name Statement expires five years from the date it was filed in the office of the County Clerk. A new Fictitious Business Name Statement must be filed prior to that date. The filing of this statement does not of itself authorize the use in this state of a Fictitious Business Name in violation of the rights of another under Federal, State, or common law (See section 14411 et seq. Business and Professions Code)Publish: Mountain Views News Dates Pub: Jan. 03, 10, 17, 24, 2015	[453, 816, 667, 999]
column-1	[8, 86, 221, 2491]
legal-notice: FICTITIOUS BUSINESS NAME STATEMENT File No. 2014-357315 The following person(s) is (are) doing business as: ENVY DISTRIBUTION, 1317 E. 125TH ST., L.A., CA 90059. Full name of registrant(s) is (are) ARCELIA ZENO AURELIO, 1317 E. 125TH ST., L.A., CA 90059. This Business is conducted by: AN INDIVIDUAL. Signed: ARCELIA ZENO AURELIO. This statement was filed with the County Clerk of Los Angeles County on 12/19/2014. The registrant(s) has (have) commenced to transact business under the fictitious business name or names listed above on N/A. NOTICE: This Fictitious Name Statement expires five years from the date it was filed in the office of the County Clerk. A new Fictitious Business Name Statement must be filed prior to that date. The filing of this statement does not of itself authorize the use in this state of a Fictitious Business Name in violation of the rights of another under Federal, State, or common law (See section 14411 et seq. Business and Professions Code)Publish: Mountain Views News Dates Pub: Dec. 27, 2014 Jan. 03, 10, 17, 2015	[1121, 1292, 1335, 1466]
legal-notice: FICTITIOUS BUSINESS NAME STATEMENT File No. 2014-359606 The following person(s) is (are) doing business as: BELIEF RECOVERY, 25855 NARBONNE AVE. SUITE 220 LOMITA, CA 90717. Full name of registrant(s) is (are) LISA BOLDEN, 7811 TOWNE AVE., LOS ANGELES, CA 90003. This Business is conducted by: AN INDIVIDUAL. Signed: LISA BOLDEN. This statement was filed with the County Clerk of Los Angeles County on 12/12/2014. The registrant(s) has (have) commenced to transact business under the fictitious business name or names listed above on N/A. NOTICE: This Fictitious Name Statement expires five years from the date it was filed in the office of the County Clerk. A new Fictitious Business Name Statement must be filed prior to that date. The filing of this statement does not of itself authorize the use in this state of a Fictitious Business Name in violation of the rights of another under Federal, State, or common law (See section 14411 et seq. Business and Professions Code)Publish: Mountain Views News Dates Pub: Dec. 20, 27, 2014 Jan. 03, 10, 2015	[898, 86, 1112, 259]
legal-notice: FILE NO. 2014-362142 STATEMENT OF ABANDONMENT OF USE OF FICTITIOUS BUSINESS NAME The following person(s) DENNIZE JIN, 319 N. IRVINE ST., MONTEREY PARK, CA 91754, has/have abandoned the use of the fictitious business name: OCEANVIEW FOOT MASSAGE, 3927 E. ANAHEIM ST., LONG BEACH, CA 90804. The fictitious business name referred to above was filed in the County of Los Angeles County on 05/29/2013. The original file number of 2013099874. The business was conducted by: AN INDIVIDUAL. Signed: DENNIZE JIN. This statement was filed with the County Clerk of Los Angeles County on 12/29/2014. Publish: Mountain Views News Dates Pub: Jan. 03, 10, 17, 24, 2015	[676, 1686, 889, 1812]
legal-notice: FICTITIOUS BUSINESS NAME STATEMENT File No. 2014-355551 The following person(s) is (are) doing business as: HILARY'S TRADING EXPORTS, 5141 GRANADA ST., L.A., CA 90042. Full name of registrant(s) is (are) GONZALEZ SAUCEDA, 5141 GRANADA ST., L.A., CA 90042. This Business is conducted by: AN INDIVIDUAL. This statement was filed with the County Clerk of Los Angeles County on 12/18/2014. Publish: Mountain Views News Dates Pub: Dec. 27, 2014 Jan. 03, 10, 17, 2015	[1121, 1888, 1335, 1975]
legal-notice: FICTITIOUS BUSINESS NAME STATEMENT File No. 2014-364487 The following person(s) is (are) doing business as: JTY LITIGATION SERVICES, 5541 W. OLYMPIC BLVD. STE 804, L.A., CA 90036. Full name of registrant(s) is (are) JOSE TONY RODRIGUEZ, 5541 W. OLYMPIC BLVD. STE 804, L.A., CA 90036. This Business is conducted by: AN INDIVIDUAL. Signed: JOSE TONY RODRIGUEZ. This statement was filed with the County Clerk of Los Angeles County on 12/31/2014. The registrant(s) has (have) commenced to transact business under the fictitious business name or names listed above on 05/01/1997. NOTICE: This Fictitious Name Statement expires five years from the date it was filed in the office of the County Clerk. A new Fictitious Business Name Statement must be filed prior to that date. The filing of this statement does not of itself authorize the use in this state of a Fictitious Business Name in violation of the rights of another under Federal, State, or common law (See section 14411 et seq. Business and Professions Code)Publish: Mountain Views News Dates Pub: Jan. 03, 10, 17, 24, 2015	[230, 749, 444, 932]
legal-notice: FICTITIOUS BUSINESS NAME STATEMENT File No. 2014-354625 The following person(s) is (are) doing business as: CARLOS DELIVERY, 1401 S. AVE. 54, L.A., CA 90042. Full name of registrant(s) is (are) CARLOS H. GONZALEZ, 1401 S. AVE 54, L.A., CA 90042. This Business is conducted by: AN INDIVIDUAL. Signed: CARLOS H. GONZALEZ. This statement was filed with the County Clerk of Los Angeles County on 12/17/2014. The registrant(s) has (have) commenced to transact business under the fictitious business name or names listed above on N/A. NOTICE: This Fictitious Name Statement expires five years from the date it was filed in the office of the County Clerk. A new Fictitious Business Name Statement must be filed prior to that date. The filing of this statement does not of itself authorize the use in this state of a Fictitious Business Name in violation of the rights of another under Federal, State, or common law (See section 14411 et seq. Business and Professions Code)Publish: Mountain Views News Dates Pub: Dec. 27, 2014 Jan. 03, 10, 17, 2015	[898, 451, 1112, 625]
legal-notice: FICTITIOUS BUSINESS NAME STATEMENT File No. 2014-362620 The following person(s) is (are) doing business as: PURE CANNING TRADING, 1420 FOURTH ST., SAN DIMAS, CA 91773. Full name of registrant(s) is (are) STEPHANIE MARIE ROSENFELD, 1420 FOURTH ST., SAN DIMAS, CA 91773. This Business is conducted by: AN INDIVIDUAL. Signed: STEPHANIE MARIE ROSENFELD. This statement was filed with the County Clerk of Los Angeles County on 12/29/2014. The registrant(s) has (have) commenced to transact business under the fictitious business name or names listed above on 12/22/2014. NOTICE: This Fictitious Name Statement expires five years from the date it was filed in the office of the County Clerk. A new Fictitious Business Name Statement must be filed prior to that date. The filing of this statement does not of itself authorize the use in this state of a Fictitious Business Name in violation of the rights of another under Federal, State, or common law (See section 14411 et seq. Business and Professions Code)Publish: Mountain Views News Dates Pub: Jan. 03, 10, 17, 24, 2015	[453, 1003, 667, 1187]
legal-notice: FICTITIOUS BUSINESS NAME STATEMENT File No. 2014-359944 The following person(s) is (are) doing business as: DEPENDABLE ROADSIDE SERVICES, 22805 DOGUES ST., CARSON, CA 90745. Full name of registrant(s) is (are) RENE A. MOLINA, 22805 DOGUES ST., CARSON, CA 90745; ERICK ALVARENGA, 27191 PEPPER ST., CA 90745. This Business is conducted by: CO-PARTNERS. Signed: RENE A. MOLINA. This statement was filed with the County Clerk of Los Angeles County on 12/23/2014. The registrant(s) has (have) commenced to transact business under the fictitious business name or names listed above on N/A. NOTICE: This Fictitious Name Statement expires five years from the date it was filed in the office of the County Clerk. A new Fictitious Business Name Statement must be filed prior to that date. The filing of this statement does not of itself authorize the use in this state of a Fictitious Business Name in violation of the rights of another under Federal, State, or common law (See section 14411 et seq. Business and Professions Code)Publish: Mountain Views News Dates Pub: Jan. 03, 10, 17, 24, 2015	[8, 1753, 221, 1937]
publication-date: Saturday, January 3, 2015	[1136, 58, 1334, 76]
legal-notice: FICTITIOUS BUSINESS NAME STATEMENT File No. 2014-356025 The following person(s) is (are) doing business as: AIM ENTERTAINMENT, 9440 SANTA MONICA BLVD., STE 2600, BEVERLY HILLS, CA 90210. Full name of registrant(s) is (are) FAREZAD SOLEIMANI, 1158 SHADOW HILL WAY, BEVERLY HILLS, CA 90210. This Business is conducted by: AN INDIVIDUAL. Signed: FAREZAD SOLEIMANI. This statement was filed with the County Clerk of Los Angeles County on 12/12/2014. The registrant(s) has (have) commenced to transact business under the fictitious business name or names listed above on N/A. NOTICE: This Fictitious Name Statement expires five years from the date it was filed in the office of the County Clerk. A new Fictitious Business Name Statement must be filed prior to that date. The filing of this statement does not of itself authorize the use in this state of a Fictitious Business Name in violation of the rights of another under Federal, State, or common law (See section 14411 et seq. Business and Professions Code)Publish: Mountain Views News Dates Pub: Dec. 27, 2014 Jan. 03, 10, 17, 2015	[898, 263, 1112, 447]
legal-notice: FICTITIOUS BUSINESS NAME STATEMENT File No. 2014-352586 The following person(s) is (are) doing business as: ANTONIO'S AUTO REPAIR, 2729 E. 56TH ST., LONG BEACH, CA 90805. Full name of registrant(s) is (are) ANTONIO GOMEZ, 2729 E. 56TH ST., LONG BEACH, CA 90805. This Business is conducted by: AN INDIVIDUAL. Signed: JOSE ANTONIO GOMEZ. This statement was filed with the County Clerk of Los Angeles County on 12/15/2014. The registrant(s) has (have) commenced to transact business under the fictitious business name or names listed above on N/A. NOTICE: This Fictitious Name Statement expires five years from the date it was filed in the office of the County Clerk. A new Fictitious Business Name Statement must be filed prior to that date. The filing of this statement does not of itself authorize the use in this state of a Fictitious Business Name in violation of the rights of another under Federal, State, or common law (See section 14411 et seq. Business and Professions Code)Publish: Mountain Views News Dates Pub: Dec. 27, 2014 Jan. 03, 10, 17, 2015	[898, 826, 1112, 1009]
legal-notice: FICTITIOUS BUSINESS NAME STATEMENT File No. 2014-362950 The following person(s) is (are) doing business as: BB FASHION, 1155 S. DIAMOND BAR BLVD. #TA, DIAMOND BAR, CA 91765. Full name of registrant(s) is (are) BB-ARCHI, INC., 1965 LONGWOOD DR., DIAMOND BAR, CA 91765. This Business is conducted by: A CORPORATION. Signed: JAE HWA KIM. This statement was filed with the County Clerk of Los Angeles County on 12/29/2014. The registrant(s) has (have) commenced to transact business under the fictitious business name or names listed above on N/A. NOTICE: This Fictitious Name Statement expires five years from the date it was filed in the office of the County Clerk. A new Fictitious Business Name Statement must be filed prior to that date. The filing of this statement does not of itself authorize the use in this state of a Fictitious Business Name in violation of the rights of another under Federal, State, or common law (See section 14411 et seq. Business and Professions Code)Publish: Mountain Views News Dates Pub: Jan. 03, 10, 17, 24, 2015	[8, 1210, 221, 1384]
legal-notice: FICTITIOUS BUSINESS NAME STATEMENT File No. 2014-363506 The following person(s) is (are) doing business as: VP PAINTING SERVICES, 162 N. LEMON AVE. #395, WALNUT, CA 91789. Full name of registrant(s) is (are) VALLEY INVESTMENT & MANAGEMENT, INC., 826 W. COLTON AVE. #B4-A, REDLANDS, CA 92374. This Business is conducted by: A CORPORATION. Signed: DAVID IAN SCOTT. This statement was filed with the County Clerk of Los Angeles County on 12/30/2014. The registrant(s) has (have) commenced to transact business under the fictitious business name or names listed above on N/A. NOTICE: This Fictitious Name Statement expires five years from the date it was filed in the office of the County Clerk. A new Fictitious Business Name Statement must be filed prior to that date. The filing of this statement does not of itself authorize the use in this state of a Fictitious Business Name in violation of the rights of another under Federal, State, or common law (See section 14411 et seq. Business and Professions Code)Publish: Mountain Views News Dates Pub: Jan. 03, 10, 17, 24, 2015	[676, 937, 889, 1119]
legal-notice: FICTITIOUS BUSINESS NAME STATEMENT File No. 2014-363703 The following person(s) is (are) doing business as: SUPERSTAR ACCESSORIES, ABBY TRADING INC., ALEXIS TRADING, 333 HANDEN BLVD. #H181, LOS ANGELES, CA 90021. Full name of registrant(s) is (are) STYLES WEST, INC., 3183 HANDEN BLVD., LOS ANGELES, CA 90021. This Business is conducted by: A CORPORATION. Signed: KIM, HEE BAE. This statement was filed with the County Clerk of Los Angeles County on 12/30/2014. The registrant(s) has (have) commenced to transact business under the fictitious business name or names listed above on N/A. NOTICE: This Fictitious Name Statement expires five years from the date it was filed in the office of the County Clerk. A new Fictitious Business Name Statement must be filed prior to that date.	[453, 1941, 667, 2086]
legal-notice: FICTITIOUS BUSINESS NAME STATEMENT File No. 2014-362469 The following person(s) is (are) doing business as: WEST COAST INTERNATIONAL, INC., 2009 W. 5TH ST., L.A., CA 90057. Full name of registrant(s) is (are) WEST COAST INTERNATIONAL, INC., 2009 W. 5TH ST., L.A., CA 90057. This Business is conducted by: A CORPORATION. Signed: DAVID ACOSTA. This statement was filed with the County Clerk of Los Angeles County on 12/29/2014. The registrant(s) has (have) commenced to transact business under the fictitious business name or names listed above on 11/01/2014. NOTICE: This Fictitious Name Statement expires five years from the date it was filed in the office of the County Clerk. A new Fictitious Business Name Statement must be filed prior to that date. The filing of this statement does not of itself authorize the use in this state of a Fictitious Business Name in violation of the rights of another under Federal, State, or common law (See section 14411 et seq. Business and Professions Code)Publish: Mountain Views News Dates Pub: Jan. 03, 10, 17, 24, 2015	[8, 460, 221, 644]
section-title: LEGAL NOTICES	[167, 0, 627, 58]
legal-notice: FICTITIOUS BUSINESS NAME STATEMENT File No. 2014-351926 The following person(s) is (are) doing business as: INDEPOTDEALS, AMERICAN WAREHOUSE, AMERICAN STORE WAREHOUSE, EASE FRANCHISE, NUTRA LIFE CARE, SUITS PLACE, 21207 AVALON BLVD. SPC 184, CARSON, CA 90745. Full name of registrant(s) is (are) JONATHAN D. SARMIENTO, 21207 AVALON BLVD. SPC 184, CARSON, CA 90745. This Business is conducted by: AN INDIVIDUAL. Signed: JONATHAN D. SARMIENTO. This statement was filed with the County Clerk of Los Angeles County on 12/16/2014. The registrant(s) has (have) commenced to transact business under the fictitious business name or names listed above on N/A. NOTICE: This Fictitious Name Statement expires five years from the date it was filed in the office of the County Clerk. A new Fictitious Business Name Statement must be filed prior to that date. The filing of this statement does not of itself authorize the use in this state of a Fictitious Business Name in violation of the rights of another under Federal, State, or common law (See section 14411 et seq. Business and Professions Code)Publish: Mountain Views News Dates Pub: Jan. 03, 10, 17, 24, 2015	[230, 167, 444, 370]
legal-notice: FICTITIOUS BUSINESS NAME STATEMENT File No. 2014-359679 The following person(s) is (are) doing business as: AUTOEXPRESS TOWING, 1160 DORSEY ST., L.A., CA 90011. Full name of registrant(s) is (are) VICTOR ZURIZADAY HERNANDEZ CRUZ, 1160 DORSEY ST., L.A., CA 90011. This Business is conducted by: AN INDIVIDUAL. Signed: VICTOR ZURIZADAY HERNANDEZ CRUZ. This statement was filed with the County Clerk of Los Angeles County on 12/23/2014. The registrant(s) has (have) commenced to transact business under the fictitious business name or names listed above on N/A. NOTICE: This Fictitious Name Statement expires five years from the date it was filed in the office of the County Clerk. A new Fictitious Business Name Statement must be filed prior to that date. The filing of this statement does not of itself authorize the use in this state of a Fictitious Business Name in violation of the rights of another under Federal, State, or common law (See section 14411 et seq. Business and Professions Code)Publish: Mountain Views News Dates Pub: Jan. 03, 10, 17, 24, 2015	[8, 1022, 221, 1206]
column-6	[1121, 86, 1334, 2491]
legal-notice: FICTITIOUS BUSINESS NAME STATEMENT File No. 2014-343230 The following person(s) is (are) doing business as: ADVANTAGE REALTY GROUP, 12501 PHILADELPHIA ST., WHITTIER, CA 90601. Full name of registrant(s) is (are) THE PROFESSIONAL BUSINESS CENTER, INC., 12501 PHILADELPHIA ST., WHITTIER, CA 90601. This Business is conducted by: A CORPORATION. Signed: HECTOR ALVARADO. This statement was filed with the County Clerk of Los Angeles County on 12/31/2014. The registrant(s) has (have) commenced to transact business under the fictitious business name or names listed above on N/A. NOTICE: This Fictitious Name Statement expires five years from the date it was filed in the office of the County Clerk. A new Fictitious Business Name Statement must be filed prior to that date. The filing of this statement does not of itself authorize the use in this state of a Fictitious Business Name in violation of the rights of another under Federal, State, or common law (See section 14411 et seq. Business and Professions Code)Publish: Mountain Views News Dates Pub: Jan. 03, 10, 17, 24, 2015	[8, 86, 221, 269]
publication-name: Mountain Views-News	[953, 58, 1123, 76]
